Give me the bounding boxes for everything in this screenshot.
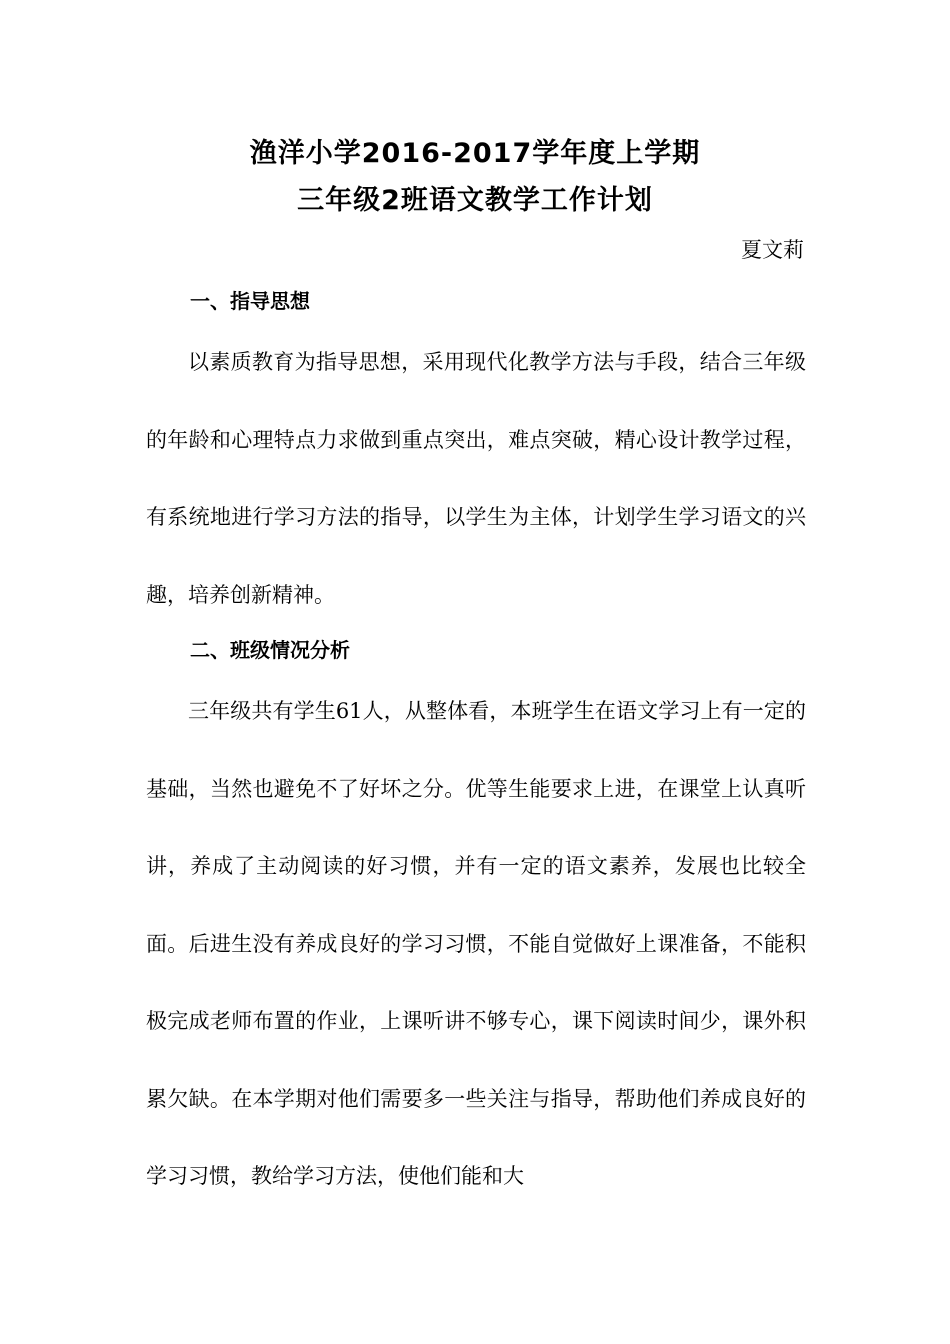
section-heading-class-analysis: 二、班级情况分析: [190, 638, 350, 662]
section-heading-guiding-ideology: 一、指导思想: [190, 289, 310, 313]
document-title-line-2: 三年级2班语文教学工作计划: [297, 185, 653, 216]
section-paragraph-guiding-ideology: 以素质教育为指导思想，采用现代化教学方法与手段，结合三年级的年龄和心理特点力求做到重点突出，难点突破，精心设计教学过程，有系统地进行学习方法的指导，以学生为主体，计划学生学习语文的兴趣，培养创新精神。: [146, 350, 806, 607]
document-title-line-1: 渔洋小学2016-2017学年度上学期: [249, 138, 701, 169]
section-paragraph-class-analysis: 三年级共有学生61人，从整体看，本班学生在语文学习上有一定的基础，当然也避免不了好坏之分。优等生能要求上进，在课堂上认真听讲，养成了主动阅读的好习惯，并有一定的语文素养，发展也比较全面。后进生没有养成良好的学习习惯，不能自觉做好上课准备，不能积极完成老师布置的作业，上课听讲不够专心，课下阅读时间少，课外积累欠缺。在本学期对他们需要多一些关注与指导，帮助他们养成良好的学习习惯，教给学习方法，使他们能和大: [146, 699, 806, 1188]
author-name: 夏文莉: [741, 238, 804, 262]
